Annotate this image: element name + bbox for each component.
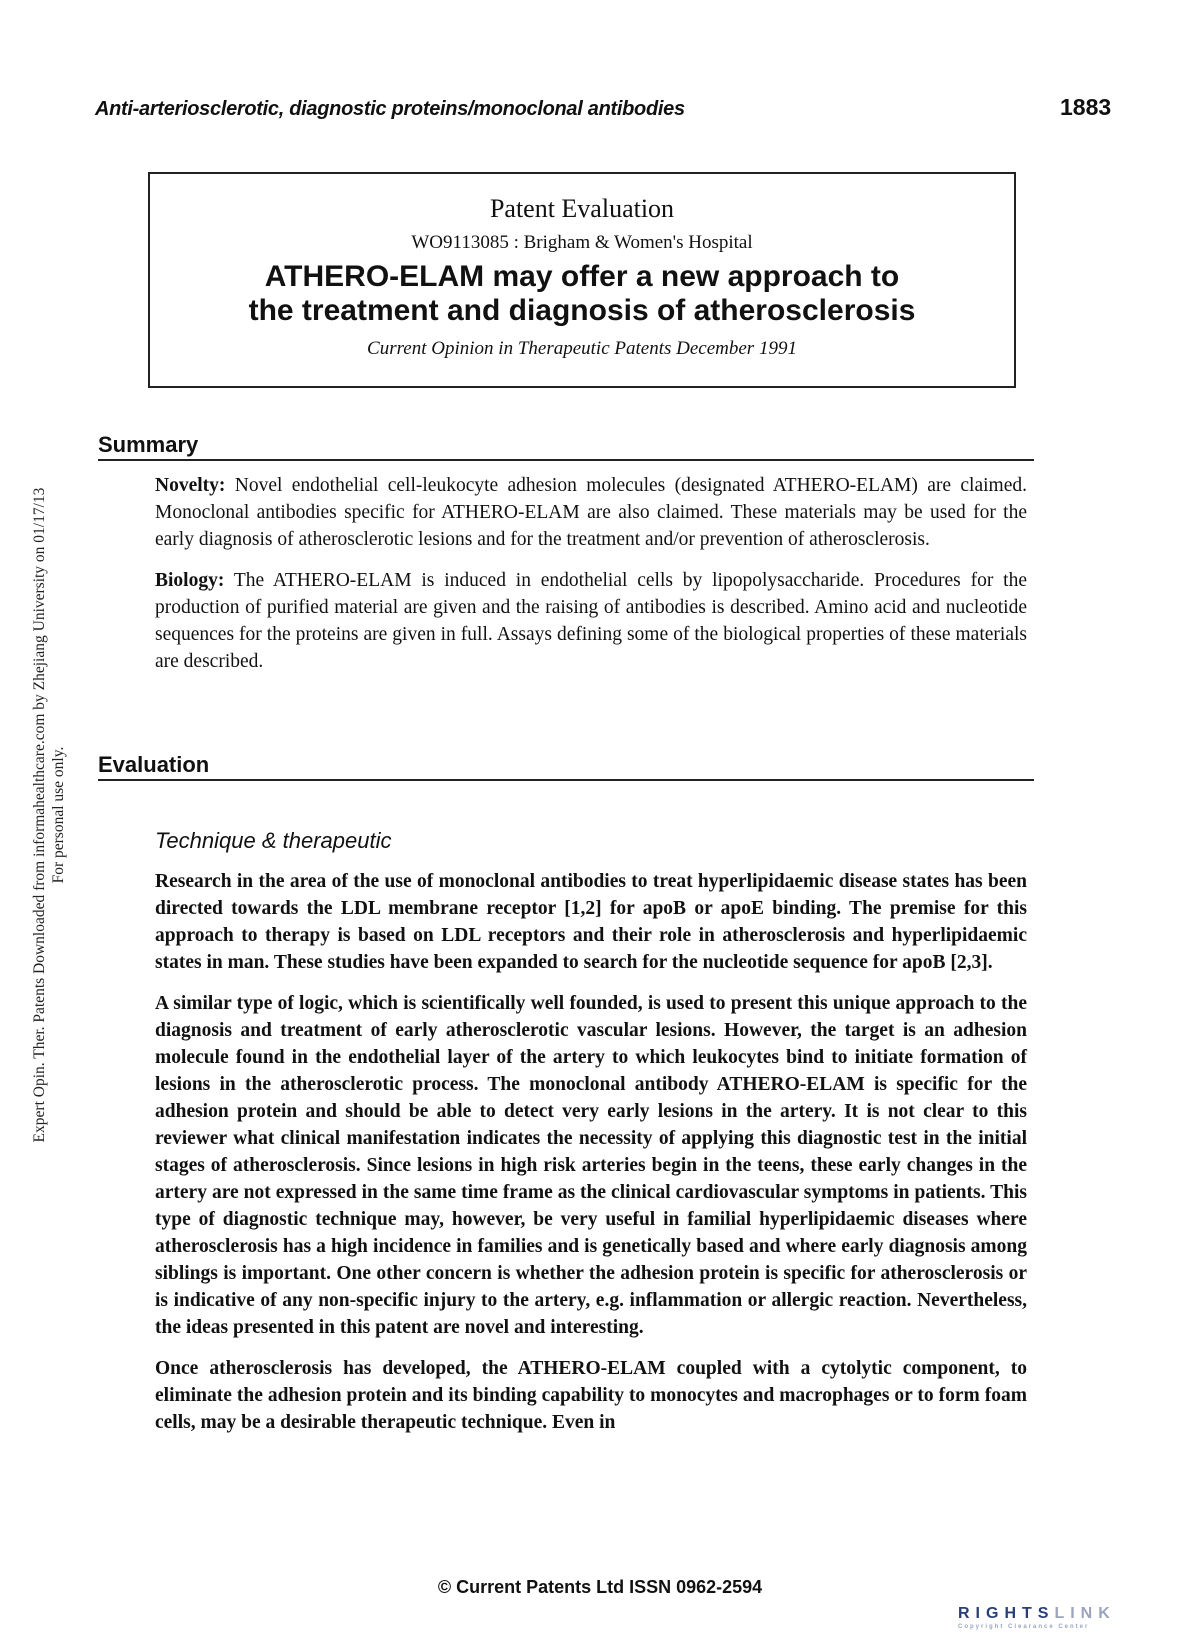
headline-line-1: ATHERO-ELAM may offer a new approach to: [264, 260, 900, 293]
evaluation-paragraph-2: A similar type of logic, which is scientifically well founded, is used to present this unique approach to the diagnosis and treatment of early atherosclerotic vascular lesions. However, the target is an adhesion molecule found in the endothelial layer of the artery to which leukocytes bind to initiate formation of lesions in the atherosclerotic process. The monoclonal antibody ATHERO-ELAM is specific for the adhesion protein and should be able to detect very early lesions in the artery. It is not clear to this reviewer what clinical manifestation indicates the necessity of applying this diagnostic test in the initial stages of atherosclerosis. Since lesions in high risk arteries begin in the teens, these early changes in the artery are not expressed in the same time frame as the clinical cardiovascular symptoms in patients. This type of diagnostic technique may, however, be very useful in familial hyperlipidaemic diseases where atherosclerosis has a high incidence in families and is genetically based and where early diagnosis among siblings is important. One other concern is whether the adhesion protein is specific for atherosclerosis or is indicative of any non-specific injury to the artery, e.g. inflammation or allergic reaction. Nevertheless, the ideas presented in this patent are novel and interesting.: [155, 993, 1027, 1338]
biology-label: Biology:: [155, 570, 225, 591]
headline-line-2: the treatment and diagnosis of atherosclerosis: [248, 294, 916, 327]
download-notice: [0, 0, 80, 1651]
evaluation-body: [155, 868, 1027, 1450]
rightslink-logo: [958, 1605, 1116, 1630]
evaluation-paragraph-3: Once atherosclerosis has developed, the ATHERO-ELAM coupled with a cytolytic component, to eliminate the adhesion protein and its binding capability to monocytes and macrophages or to form foam cells, may be a desirable therapeutic technique. Even in: [155, 1358, 1027, 1433]
evaluation-paragraph-1: Research in the area of the use of monoclonal antibodies to treat hyperlipidaemic disease states has been directed towards the LDL membrane receptor [1,2] for apoB or apoE binding. The premise for this approach to therapy is based on LDL receptors and their role in atherosclerosis and hyperlipidaemic states in man. These studies have been expanded to search for the nucleotide sequence for apoB [2,3].: [155, 871, 1027, 973]
rightslink-main: RIGHTS: [958, 1605, 1055, 1622]
running-title: Anti-arteriosclerotic, diagnostic proteins/monoclonal antibodies: [95, 98, 685, 120]
evaluation-heading: Evaluation: [98, 752, 1034, 781]
box-kicker: Patent Evaluation: [489, 194, 675, 223]
rightslink-tail: LINK: [1054, 1605, 1116, 1622]
novelty-label: Novelty:: [155, 475, 226, 496]
patent-evaluation-box: [148, 172, 1016, 388]
page-number: 1883: [1060, 94, 1112, 120]
novelty-paragraph: [155, 472, 1027, 553]
copyright-footer: © Current Patents Ltd ISSN 0962-2594: [437, 1577, 763, 1597]
biology-paragraph: [155, 567, 1027, 675]
novelty-text: Novel endothelial cell-leukocyte adhesion molecules (designated ATHERO-ELAM) are claimed. Monoclonal antibodies specific for ATHERO-ELAM are also claimed. These materials may be used for the early diagnosis of atherosclerotic lesions and for the treatment and/or prevention of atherosclerosis.: [155, 475, 1027, 550]
patent-number: WO9113085 : Brigham & Women's Hospital: [411, 232, 753, 253]
download-notice-line1: Expert Opin. Ther. Patents Downloaded from informahealthcare.com by Zhejiang University on 01/17/13: [31, 487, 48, 1143]
biology-text: The ATHERO-ELAM is induced in endothelial cells by lipopolysaccharide. Procedures for the production of purified material are given and the raising of antibodies is described. Amino acid and nucleotide sequences for the proteins are given in full. Assays defining some of the biological properties of these materials are described.: [155, 570, 1027, 672]
journal-citation: Current Opinion in Therapeutic Patents December 1991: [367, 338, 797, 359]
evaluation-subheading: Technique & therapeutic: [155, 828, 392, 853]
summary-heading: Summary: [98, 432, 1034, 461]
article-headline: [150, 260, 1014, 328]
rightslink-sub: Copyright Clearance Center: [958, 1624, 1090, 1630]
download-notice-line2: For personal use only.: [50, 746, 67, 884]
summary-body: [155, 472, 1027, 689]
